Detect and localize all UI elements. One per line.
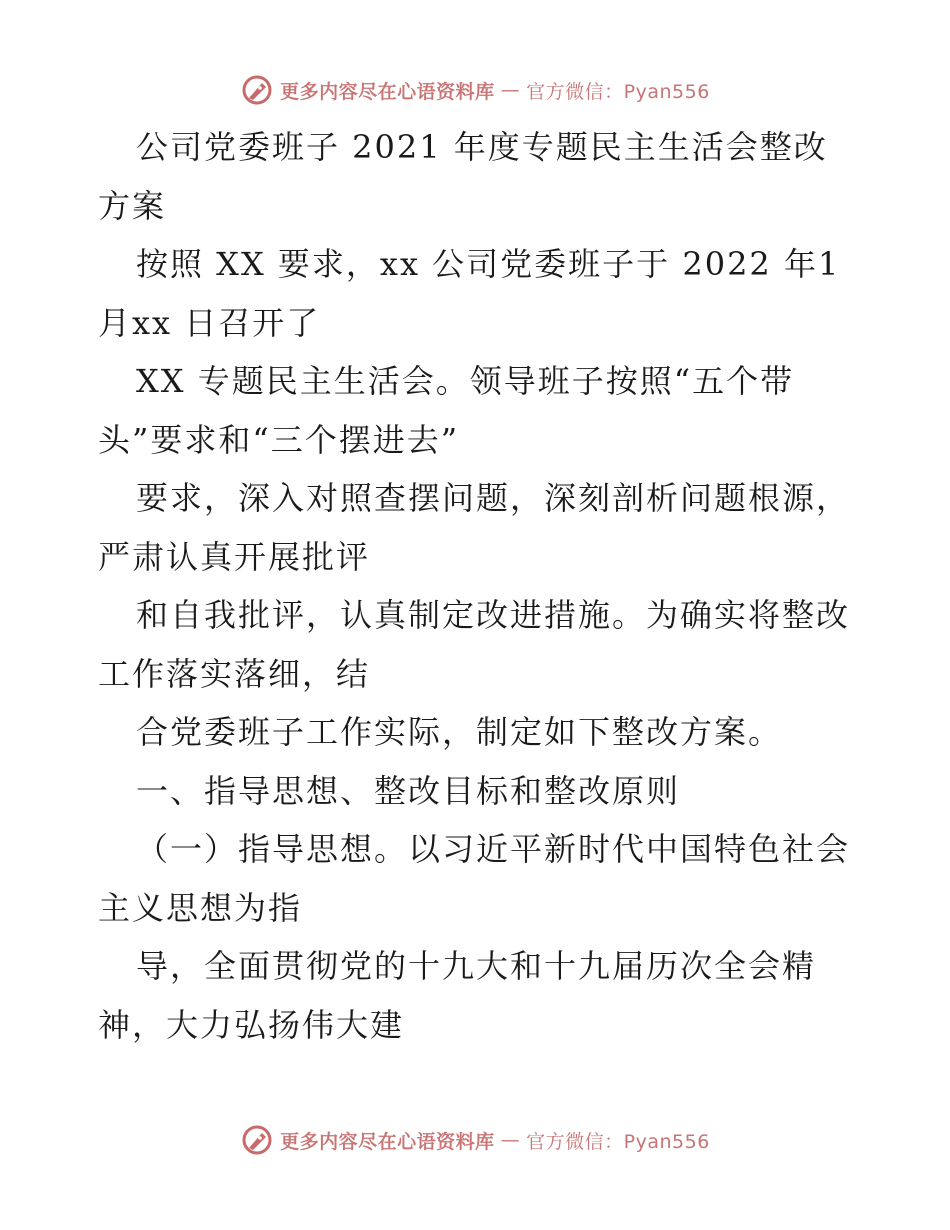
paragraph: 按照 XX 要求，xx 公司党委班子于 2022 年1月xx 日召开了 — [98, 245, 841, 342]
section-heading: 一、指导思想、整改目标和整改原则 — [136, 771, 681, 810]
paragraph: 导，全面贯彻党的十九大和十九届历次全会精神，大力弘扬伟大建 — [98, 947, 817, 1044]
paragraph: XX 专题民主生活会。领导班子按照“五个带头”要求和“三个摆进去” — [98, 362, 795, 459]
watermark-site: 更多内容尽在心语资料库 — [280, 1130, 495, 1153]
watermark-contact: 官方微信：Pyan556 — [526, 1130, 710, 1153]
pen-nib-circle-icon — [240, 1123, 274, 1157]
watermark-separator: — — [500, 1129, 521, 1151]
paragraph: （一）指导思想。以习近平新时代中国特色社会主义思想为指 — [98, 830, 851, 927]
watermark-separator: — — [500, 79, 521, 101]
document-title: 公司党委班子 2021 年度专题民主生活会整改方案 — [98, 128, 828, 225]
paragraph: 要求，深入对照查摆问题，深刻剖析问题根源，严肃认真开展批评 — [98, 479, 851, 576]
watermark-footer — [0, 1120, 950, 1160]
pen-nib-circle-icon — [240, 73, 274, 107]
watermark-site: 更多内容尽在心语资料库 — [280, 80, 495, 103]
paragraph: 合党委班子工作实际，制定如下整改方案。 — [136, 713, 783, 751]
watermark-contact: 官方微信：Pyan556 — [526, 80, 710, 103]
paragraph: 和自我批评，认真制定改进措施。为确实将整改工作落实落细，结 — [98, 596, 851, 693]
watermark-header — [0, 70, 950, 110]
document-body — [98, 118, 858, 1054]
